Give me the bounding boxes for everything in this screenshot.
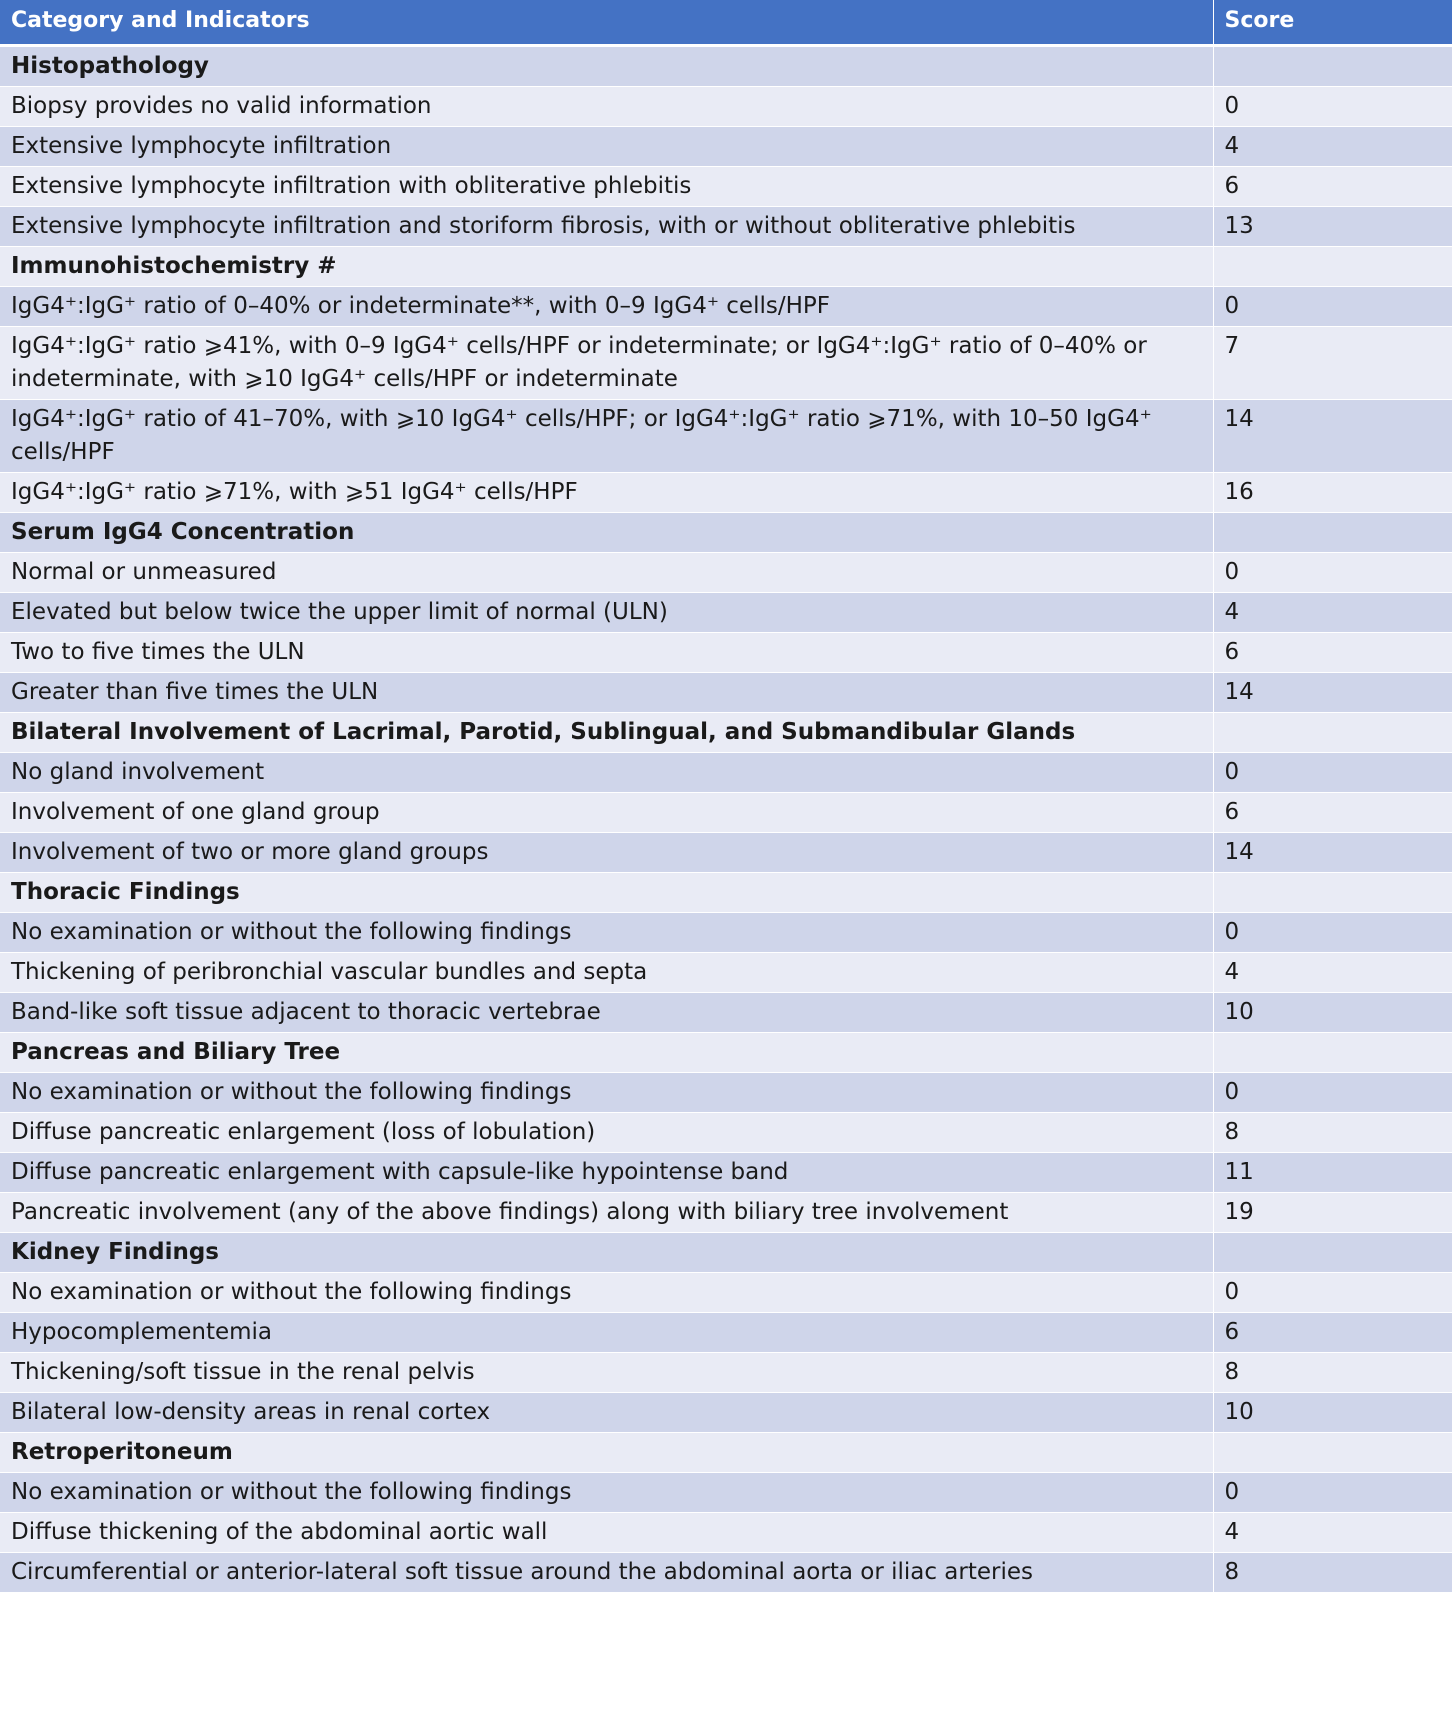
table-row bbox=[0, 473, 1452, 513]
indicator-cell: Thickening/soft tissue in the renal pelvis bbox=[0, 1353, 1213, 1393]
score-cell: 10 bbox=[1213, 1393, 1452, 1433]
section-title: Retroperitoneum bbox=[0, 1433, 1213, 1473]
indicator-cell: IgG4⁺:IgG⁺ ratio ⩾71%, with ⩾51 IgG4⁺ cells/HPF bbox=[0, 473, 1213, 513]
score-cell: 4 bbox=[1213, 1513, 1452, 1553]
table-row bbox=[0, 793, 1452, 833]
section-header-row bbox=[0, 247, 1452, 287]
score-cell: 0 bbox=[1213, 1273, 1452, 1313]
section-header-row bbox=[0, 1233, 1452, 1273]
score-cell bbox=[1213, 1233, 1452, 1273]
indicator-cell: No examination or without the following findings bbox=[0, 1473, 1213, 1513]
indicator-cell: Diffuse thickening of the abdominal aortic wall bbox=[0, 1513, 1213, 1553]
indicator-cell: Involvement of one gland group bbox=[0, 793, 1213, 833]
score-cell: 8 bbox=[1213, 1553, 1452, 1593]
table-row bbox=[0, 287, 1452, 327]
score-cell bbox=[1213, 247, 1452, 287]
table-row bbox=[0, 167, 1452, 207]
score-cell: 0 bbox=[1213, 553, 1452, 593]
table-row bbox=[0, 593, 1452, 633]
indicator-cell: Circumferential or anterior-lateral soft tissue around the abdominal aorta or iliac arteries bbox=[0, 1553, 1213, 1593]
score-cell: 6 bbox=[1213, 633, 1452, 673]
indicator-cell: Normal or unmeasured bbox=[0, 553, 1213, 593]
score-cell: 19 bbox=[1213, 1193, 1452, 1233]
section-title: Kidney Findings bbox=[0, 1233, 1213, 1273]
score-cell: 8 bbox=[1213, 1353, 1452, 1393]
score-cell: 0 bbox=[1213, 287, 1452, 327]
indicator-cell: Diffuse pancreatic enlargement (loss of lobulation) bbox=[0, 1113, 1213, 1153]
section-title: Histopathology bbox=[0, 46, 1213, 87]
score-cell: 6 bbox=[1213, 793, 1452, 833]
indicator-cell: Extensive lymphocyte infiltration with obliterative phlebitis bbox=[0, 167, 1213, 207]
table-row bbox=[0, 87, 1452, 127]
indicator-cell: IgG4⁺:IgG⁺ ratio of 41–70%, with ⩾10 IgG4⁺ cells/HPF; or IgG4⁺:IgG⁺ ratio ⩾71%, with 10–50 IgG4⁺ cells/HPF bbox=[0, 400, 1213, 473]
section-header-row bbox=[0, 1033, 1452, 1073]
section-title: Thoracic Findings bbox=[0, 873, 1213, 913]
table-body bbox=[0, 46, 1452, 1593]
table-row bbox=[0, 553, 1452, 593]
section-title: Serum IgG4 Concentration bbox=[0, 513, 1213, 553]
table-row bbox=[0, 1473, 1452, 1513]
score-cell: 4 bbox=[1213, 953, 1452, 993]
table-row bbox=[0, 753, 1452, 793]
indicator-cell: IgG4⁺:IgG⁺ ratio of 0–40% or indeterminate**, with 0–9 IgG4⁺ cells/HPF bbox=[0, 287, 1213, 327]
indicator-cell: Elevated but below twice the upper limit of normal (ULN) bbox=[0, 593, 1213, 633]
score-cell bbox=[1213, 1433, 1452, 1473]
score-cell: 6 bbox=[1213, 167, 1452, 207]
section-header-row bbox=[0, 1433, 1452, 1473]
score-cell: 14 bbox=[1213, 400, 1452, 473]
header-row bbox=[0, 0, 1452, 46]
section-header-row bbox=[0, 713, 1452, 753]
section-title: Bilateral Involvement of Lacrimal, Parotid, Sublingual, and Submandibular Glands bbox=[0, 713, 1213, 753]
indicator-cell: Involvement of two or more gland groups bbox=[0, 833, 1213, 873]
table-row bbox=[0, 673, 1452, 713]
indicator-cell: Greater than five times the ULN bbox=[0, 673, 1213, 713]
indicator-cell: IgG4⁺:IgG⁺ ratio ⩾41%, with 0–9 IgG4⁺ cells/HPF or indeterminate; or IgG4⁺:IgG⁺ ratio of 0–40% or indeterminate, with ⩾10 IgG4⁺ cells/HPF or indeterminate bbox=[0, 327, 1213, 400]
score-cell: 14 bbox=[1213, 833, 1452, 873]
score-cell: 4 bbox=[1213, 127, 1452, 167]
score-cell: 0 bbox=[1213, 913, 1452, 953]
indicator-cell: No examination or without the following findings bbox=[0, 913, 1213, 953]
table-row bbox=[0, 1153, 1452, 1193]
category-column-header: Category and Indicators bbox=[0, 0, 1213, 46]
indicator-cell: Diffuse pancreatic enlargement with capsule-like hypointense band bbox=[0, 1153, 1213, 1193]
table-row bbox=[0, 633, 1452, 673]
score-column-header: Score bbox=[1213, 0, 1452, 46]
table-row bbox=[0, 400, 1452, 473]
score-cell: 4 bbox=[1213, 593, 1452, 633]
table-row bbox=[0, 1353, 1452, 1393]
table-row bbox=[0, 127, 1452, 167]
indicator-cell: No gland involvement bbox=[0, 753, 1213, 793]
score-cell: 0 bbox=[1213, 1473, 1452, 1513]
table-row bbox=[0, 993, 1452, 1033]
table-row bbox=[0, 1393, 1452, 1433]
indicator-cell: Extensive lymphocyte infiltration bbox=[0, 127, 1213, 167]
score-cell: 16 bbox=[1213, 473, 1452, 513]
indicator-cell: No examination or without the following findings bbox=[0, 1073, 1213, 1113]
table-row bbox=[0, 207, 1452, 247]
score-cell bbox=[1213, 873, 1452, 913]
section-title: Immunohistochemistry # bbox=[0, 247, 1213, 287]
indicator-cell: Biopsy provides no valid information bbox=[0, 87, 1213, 127]
score-cell: 13 bbox=[1213, 207, 1452, 247]
section-header-row bbox=[0, 513, 1452, 553]
section-header-row bbox=[0, 873, 1452, 913]
score-cell: 0 bbox=[1213, 753, 1452, 793]
score-cell bbox=[1213, 1033, 1452, 1073]
table-row bbox=[0, 1553, 1452, 1593]
score-cell: 10 bbox=[1213, 993, 1452, 1033]
table-row bbox=[0, 1313, 1452, 1353]
table-row bbox=[0, 913, 1452, 953]
table-row bbox=[0, 327, 1452, 400]
score-cell: 6 bbox=[1213, 1313, 1452, 1353]
score-cell: 7 bbox=[1213, 327, 1452, 400]
section-title: Pancreas and Biliary Tree bbox=[0, 1033, 1213, 1073]
score-cell: 0 bbox=[1213, 1073, 1452, 1113]
indicator-cell: Pancreatic involvement (any of the above findings) along with biliary tree involvement bbox=[0, 1193, 1213, 1233]
table-row bbox=[0, 1273, 1452, 1313]
table-row bbox=[0, 1113, 1452, 1153]
score-cell bbox=[1213, 46, 1452, 87]
table-row bbox=[0, 953, 1452, 993]
score-cell: 11 bbox=[1213, 1153, 1452, 1193]
indicator-cell: Band-like soft tissue adjacent to thoracic vertebrae bbox=[0, 993, 1213, 1033]
score-cell: 8 bbox=[1213, 1113, 1452, 1153]
score-cell bbox=[1213, 713, 1452, 753]
indicator-cell: Bilateral low-density areas in renal cortex bbox=[0, 1393, 1213, 1433]
table-row bbox=[0, 1193, 1452, 1233]
indicator-cell: No examination or without the following findings bbox=[0, 1273, 1213, 1313]
indicator-cell: Extensive lymphocyte infiltration and storiform fibrosis, with or without obliterative phlebitis bbox=[0, 207, 1213, 247]
indicator-cell: Thickening of peribronchial vascular bundles and septa bbox=[0, 953, 1213, 993]
table-row bbox=[0, 833, 1452, 873]
score-cell: 0 bbox=[1213, 87, 1452, 127]
indicator-cell: Hypocomplementemia bbox=[0, 1313, 1213, 1353]
section-header-row bbox=[0, 46, 1452, 87]
score-cell bbox=[1213, 513, 1452, 553]
score-cell: 14 bbox=[1213, 673, 1452, 713]
indicator-cell: Two to five times the ULN bbox=[0, 633, 1213, 673]
table-row bbox=[0, 1513, 1452, 1553]
table-row bbox=[0, 1073, 1452, 1113]
